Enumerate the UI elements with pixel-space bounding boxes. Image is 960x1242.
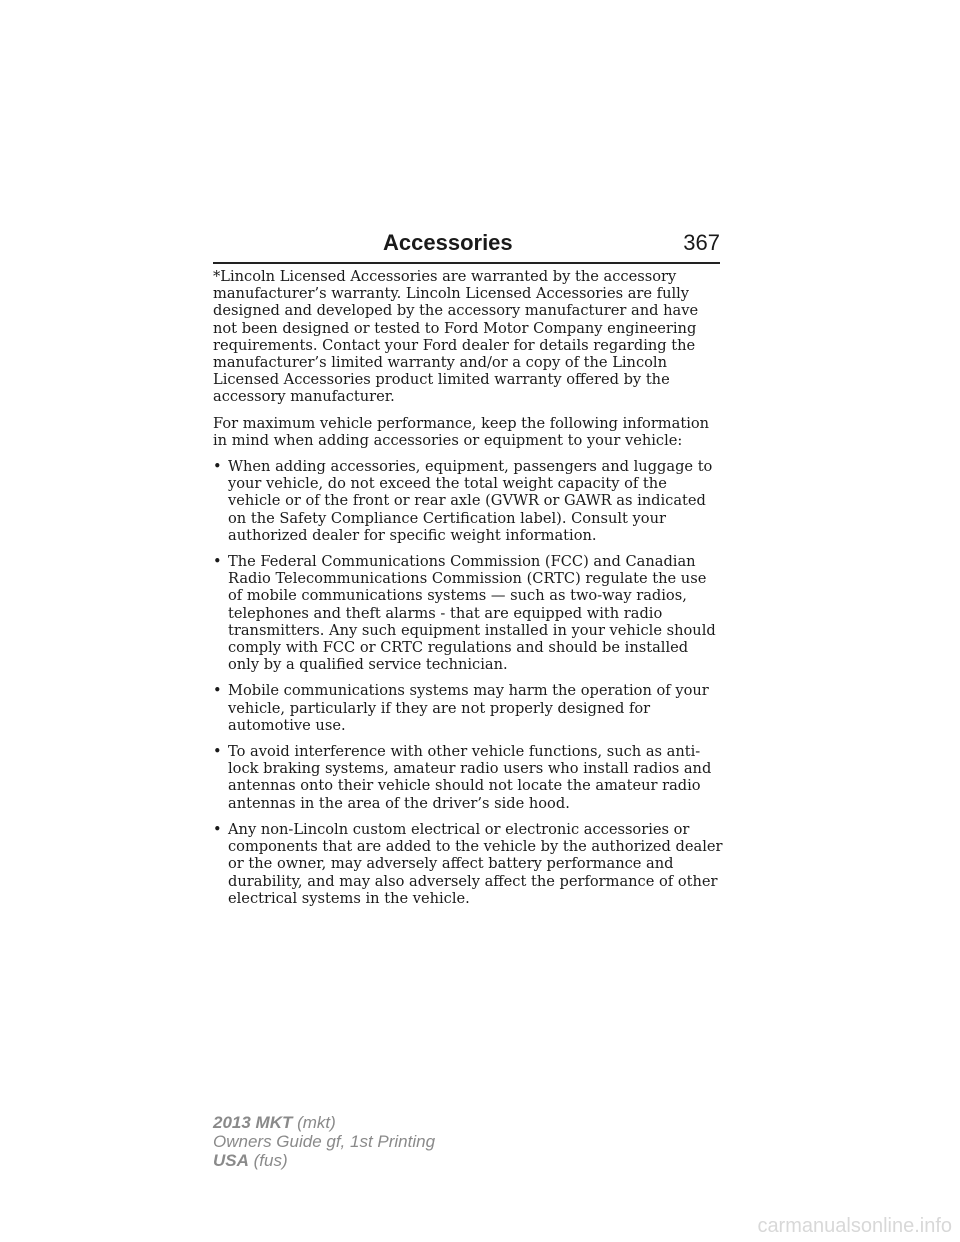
list-item-text: Any non-Lincoln custom electrical or electronic accessories or components that are added to the vehicle by the authorized dealer or the owner, may adversely affect battery performance and durability, and may also adversely affect the performance of other electrical systems in the vehicle. [228,820,723,907]
list-item [213,458,723,544]
bullet-icon: • [213,743,222,761]
section-title: Accessories [383,230,513,255]
list-item-text: To avoid interference with other vehicle functions, such as anti-lock braking systems, amateur radio users who install radios and antennas onto their vehicle should not locate the amateur radio antennas in the area of the driver’s side hood. [228,743,712,812]
list-item-text: The Federal Communications Commission (FCC) and Canadian Radio Telecommunications Commission (CRTC) regulate the use of mobile communications systems — such as two-way radios, telephones and theft alarms - that are equipped with radio transmitters. Any such equipment installed in your vehicle should comply with FCC or CRTC regulations and should be installed only by a qualified service technician. [228,553,716,674]
bullet-icon: • [213,682,222,700]
body-text [213,268,723,916]
page-header [213,228,720,264]
bullet-icon: • [213,553,222,571]
bullet-list [213,458,723,907]
page-number: 367 [683,230,720,255]
list-item [213,553,723,673]
list-item [213,743,723,812]
footer-model: 2013 MKT [213,1113,293,1132]
footer-line-region [213,1151,435,1170]
list-item [213,821,723,907]
footer-line-guide: Owners Guide gf, 1st Printing [213,1132,436,1151]
paragraph-intro: For maximum vehicle performance, keep the following information in mind when adding accessories or equipment to your vehicle: [213,414,710,449]
footer-region-code: (fus) [253,1151,288,1170]
bullet-icon: • [213,458,222,476]
paragraph-warranty: *Lincoln Licensed Accessories are warranted by the accessory manufacturer’s warranty. Lincoln Licensed Accessories are fully designed and developed by the accessory manufacturer and have not been designed or tested to Ford Motor Company engineering requirements. Contact your Ford dealer for details regarding the manufacturer’s limited warranty and/or a copy of the Lincoln Licensed Accessories product limited warranty offered by the accessory manufacturer. [213,268,699,406]
bullet-icon: • [213,820,222,838]
list-item-text: When adding accessories, equipment, passengers and luggage to your vehicle, do not exceed the total weight capacity of the vehicle or of the front or rear axle (GVWR or GAWR as indicated on the Safety Compliance Certification label). Consult your authorized dealer for specific weight information. [228,458,713,544]
footer-line-model [213,1113,435,1132]
site-watermark: carmanualsonline.info [757,1215,952,1237]
footer-model-code: (mkt) [297,1113,336,1132]
list-item [213,682,723,734]
print-footer [213,1113,435,1170]
list-item-text: Mobile communications systems may harm the operation of your vehicle, particularly if they are not properly designed for automotive use. [228,682,709,734]
footer-region: USA [213,1151,249,1170]
